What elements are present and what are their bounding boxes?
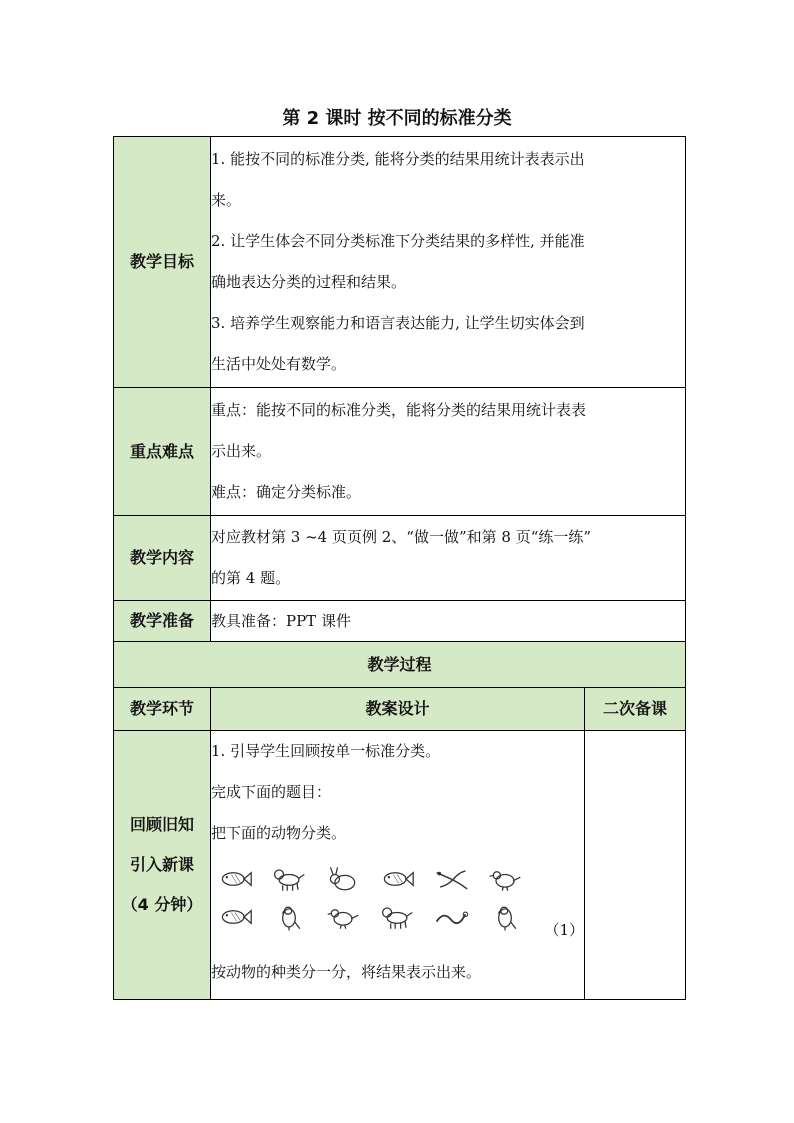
process-header-row [114,642,686,688]
review-label-line: （4 分钟） [121,895,203,914]
review-row [114,731,686,1000]
prep-row [114,601,686,642]
goals-line: 3. 培养学生观察能力和语言表达能力, 让学生切实体会到 [211,314,585,332]
prep-label: 教学准备 [114,601,211,642]
snake-icon [429,898,473,936]
revision-cell [585,731,686,1000]
col-revision-header: 二次备课 [585,688,686,731]
process-header: 教学过程 [114,642,686,688]
review-line: 1. 引导学生回顾按单一标准分类。 [211,742,441,760]
content-label: 教学内容 [114,516,211,601]
animal-pictures [211,854,584,952]
rabbit-icon [321,860,365,898]
content-line: 对应教材第 3 ~4 页页例 2、“做一做”和第 8 页“练一练” [211,528,592,546]
goals-line: 来。 [211,191,242,209]
goals-line: 2. 让学生体会不同分类标准下分类结果的多样性, 并能准 [211,232,585,250]
fish-icon [375,860,419,898]
col-design-header: 教案设计 [211,688,585,731]
keypoints-content [211,388,686,516]
bird-icon [483,860,527,898]
keypoints-line: 示出来。 [211,442,272,460]
goals-label: 教学目标 [114,137,211,388]
fish-icon [213,860,257,898]
goals-row [114,137,686,388]
prep-content: 教具准备：PPT 课件 [211,601,686,642]
dog-icon [375,898,419,936]
col-stage-header: 教学环节 [114,688,211,731]
parrot-icon [267,898,311,936]
keypoints-line: 重点：能按不同的标准分类，能将分类的结果用统计表表 [211,401,587,419]
goals-line: 生活中处处有数学。 [211,355,347,373]
parrot-icon [483,898,527,936]
keypoints-row [114,388,686,516]
review-label-line: 引入新课 [129,855,194,874]
goals-line: 确地表达分类的过程和结果。 [211,273,407,291]
review-line: 完成下面的题目： [211,783,332,801]
swallow-icon [429,860,473,898]
goals-content [211,137,686,388]
review-label-line: 回顾旧知 [129,815,194,834]
content-content [211,516,686,601]
dog-icon [267,860,311,898]
lesson-plan-table [113,136,686,1000]
review-task: 按动物的种类分一分，将结果表示出来。 [211,963,482,981]
process-columns-row [114,688,686,731]
review-label [114,731,211,1000]
keypoints-line: 难点：确定分类标准。 [211,483,362,501]
bird-icon [321,898,365,936]
content-row [114,516,686,601]
fish-icon [213,898,257,936]
content-line: 的第 4 题。 [211,569,291,587]
review-line: 把下面的动物分类。 [211,824,347,842]
page-title: 第 2 课时 按不同的标准分类 [282,108,512,129]
question-number: （1） [544,921,584,939]
keypoints-label: 重点难点 [114,388,211,516]
goals-line: 1. 能按不同的标准分类, 能将分类的结果用统计表表示出 [211,150,585,168]
review-content [211,731,585,1000]
